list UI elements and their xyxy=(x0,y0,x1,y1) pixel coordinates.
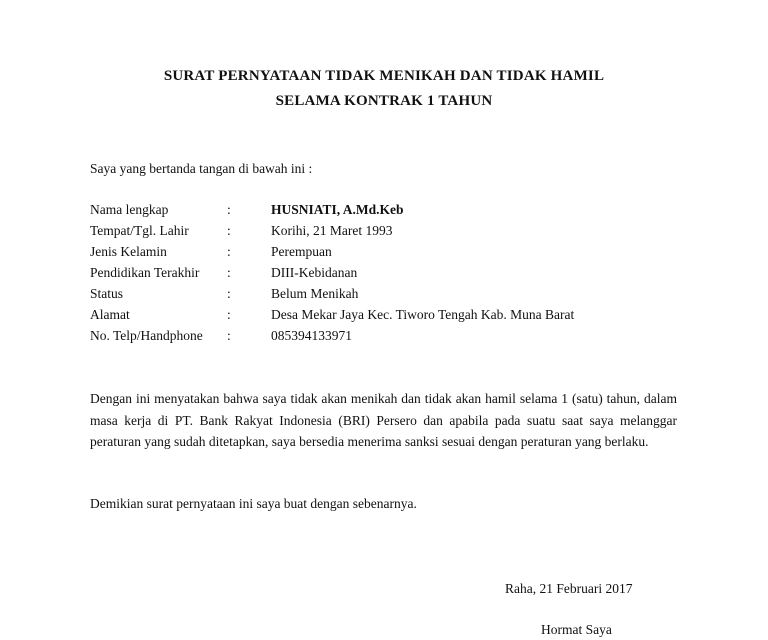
field-value: DIII-Kebidanan xyxy=(271,265,358,280)
field-colon: : xyxy=(227,328,231,343)
field-value: Belum Menikah xyxy=(271,286,359,301)
field-value: 085394133971 xyxy=(271,328,352,343)
field-label: Alamat xyxy=(90,307,130,322)
document-title-line-2: SELAMA KONTRAK 1 TAHUN xyxy=(275,93,493,109)
field-label: Tempat/Tgl. Lahir xyxy=(90,223,189,238)
field-value: Korihi, 21 Maret 1993 xyxy=(271,223,393,238)
statement-paragraph: Dengan ini menyatakan bahwa saya tidak akan menikah dan tidak akan hamil selama 1 (satu) tahun, dalam masa kerja di PT. Bank Rakyat Indonesia (BRI) Persero dan apabila pada suatu saat saya melanggar peraturan yang sudah ditetapkan, saya bersedia menerima sanksi sesuai dengan peraturan yang berlaku. xyxy=(90,391,677,449)
field-colon: : xyxy=(227,244,231,259)
intro-text: Saya yang bertanda tangan di bawah ini : xyxy=(90,161,313,176)
field-value: Perempuan xyxy=(271,244,332,259)
place-date: Raha, 21 Februari 2017 xyxy=(505,581,633,596)
field-colon: : xyxy=(227,265,231,280)
field-value: Desa Mekar Jaya Kec. Tiworo Tengah Kab. Muna Barat xyxy=(271,307,575,322)
closing-text: Demikian surat pernyataan ini saya buat dengan sebenarnya. xyxy=(90,496,417,511)
field-label: Pendidikan Terakhir xyxy=(90,265,200,280)
field-colon: : xyxy=(227,307,231,322)
document-title-line-1: SURAT PERNYATAAN TIDAK MENIKAH DAN TIDAK HAMIL xyxy=(163,68,605,84)
field-colon: : xyxy=(227,202,231,217)
field-label: No. Telp/Handphone xyxy=(90,328,203,343)
regards-text: Hormat Saya xyxy=(541,622,612,637)
field-label: Nama lengkap xyxy=(90,202,169,217)
field-value: HUSNIATI, A.Md.Keb xyxy=(271,202,404,217)
field-colon: : xyxy=(227,286,231,301)
field-colon: : xyxy=(227,223,231,238)
field-label: Jenis Kelamin xyxy=(90,244,167,259)
field-label: Status xyxy=(90,286,124,301)
